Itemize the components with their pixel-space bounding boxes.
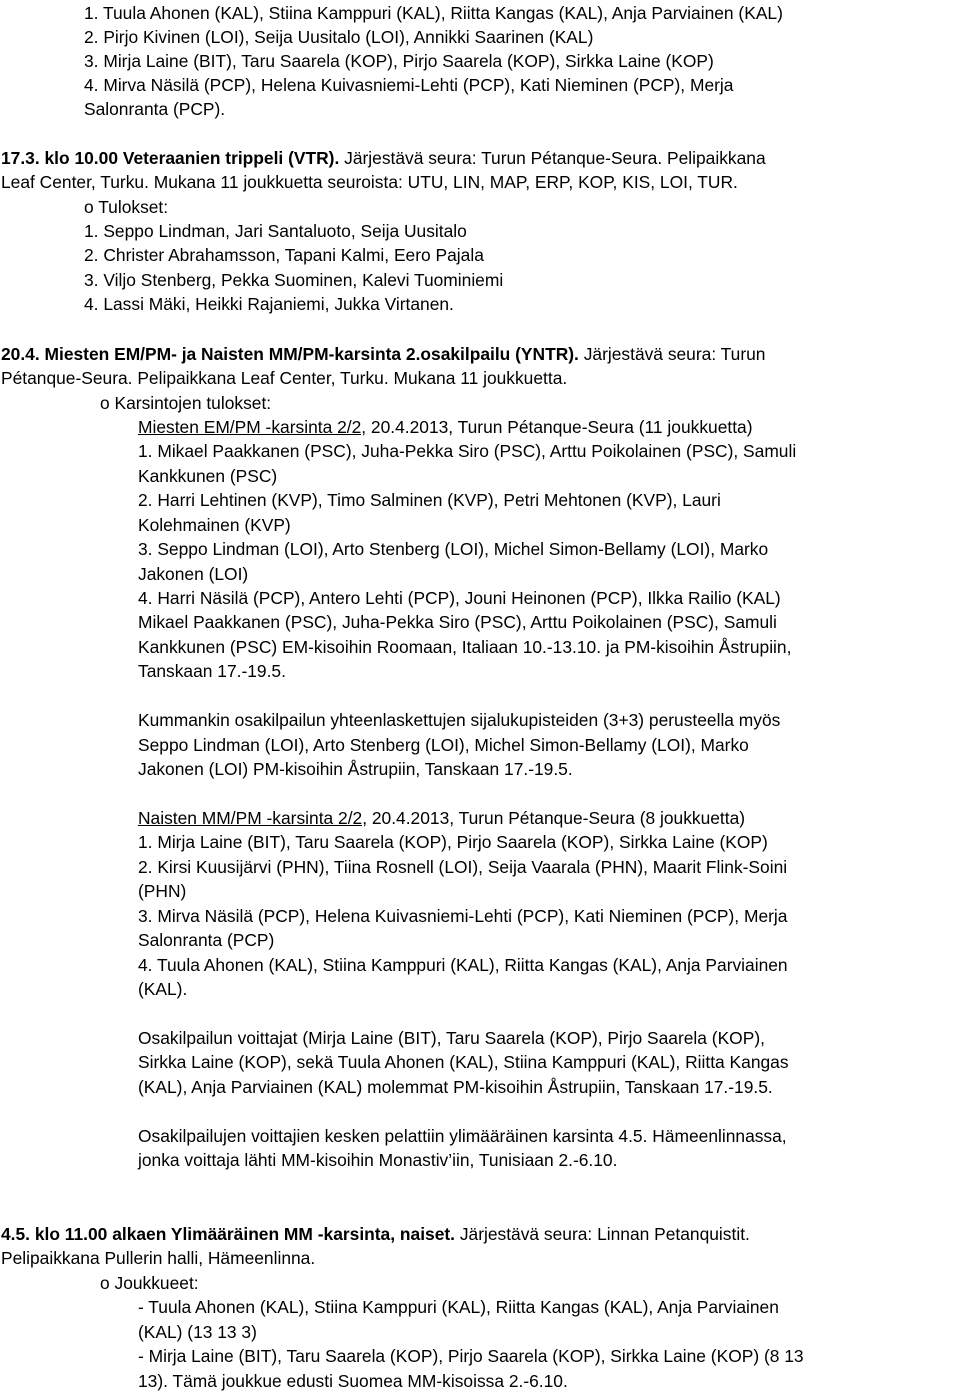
women-title-underlined: Naisten MM/PM -karsinta 2/2,	[138, 808, 368, 828]
men-line: Tanskaan 17.-19.5.	[138, 661, 286, 681]
mm-heading-rest: Järjestävä seura: Linnan Petanquistit.	[455, 1224, 750, 1244]
men-paragraph-line: Jakonen (LOI) PM-kisoihin Åstrupiin, Tanskaan 17.-19.5.	[138, 759, 573, 779]
em-heading-bold: 20.4. Miesten EM/PM- ja Naisten MM/PM-karsinta 2.osakilpailu (YNTR).	[1, 344, 579, 364]
extra-paragraph-line: jonka voittaja lähti MM-kisoihin Monastiv’iin, Tunisiaan 2.-6.10.	[138, 1150, 618, 1170]
result-item: 2. Christer Abrahamsson, Tapani Kalmi, Eero Pajala	[84, 245, 484, 265]
women-line: (KAL).	[138, 979, 188, 999]
men-title-underlined: Miesten EM/PM -karsinta 2/2,	[138, 417, 367, 437]
em-heading-rest: Järjestävä seura: Turun	[578, 344, 766, 364]
men-line: Kankkunen (PSC) EM-kisoihin Roomaan, Italiaan 10.-13.10. ja PM-kisoihin Åstrupiin,	[138, 637, 792, 657]
men-line: 1. Mikael Paakkanen (PSC), Juha-Pekka Siro (PSC), Arttu Poikolainen (PSC), Samuli	[138, 441, 797, 461]
mm-teams-label: o Joukkueet:	[100, 1273, 199, 1293]
men-paragraph-line: Kummankin osakilpailun yhteenlaskettujen sijalukupisteiden (3+3) perusteella myös	[138, 710, 781, 730]
team-line: - Tuula Ahonen (KAL), Stiina Kamppuri (KAL), Riitta Kangas (KAL), Anja Parviainen	[138, 1297, 779, 1317]
veteran-heading	[1, 146, 766, 170]
mm-heading-bold: 4.5. klo 11.00 alkaen Ylimääräinen MM -karsinta, naiset.	[1, 1224, 455, 1244]
men-line: Kankkunen (PSC)	[138, 466, 278, 486]
list-item: 2. Pirjo Kivinen (LOI), Seija Uusitalo (LOI), Annikki Saarinen (KAL)	[84, 27, 594, 47]
men-paragraph-line: Seppo Lindman (LOI), Arto Stenberg (LOI), Michel Simon-Bellamy (LOI), Marko	[138, 735, 749, 755]
result-item: 3. Viljo Stenberg, Pekka Suominen, Kalevi Tuominiemi	[84, 270, 504, 290]
veteran-heading-rest: Järjestävä seura: Turun Pétanque-Seura. Pelipaikkana	[339, 148, 766, 168]
men-line: Kolehmainen (KVP)	[138, 515, 291, 535]
men-title	[138, 415, 753, 439]
mm-venue-line: Pelipaikkana Pullerin halli, Hämeenlinna.	[1, 1248, 316, 1268]
women-line: 3. Mirva Näsilä (PCP), Helena Kuivasniemi-Lehti (PCP), Kati Nieminen (PCP), Merja	[138, 906, 788, 926]
extra-paragraph-line: Osakilpailujen voittajien kesken pelattiin ylimääräinen karsinta 4.5. Hämeenlinnassa,	[138, 1126, 787, 1146]
men-line: Jakonen (LOI)	[138, 564, 249, 584]
men-title-rest: 20.4.2013, Turun Pétanque-Seura (11 joukkuetta)	[366, 417, 753, 437]
men-line: 2. Harri Lehtinen (KVP), Timo Salminen (KVP), Petri Mehtonen (KVP), Lauri	[138, 490, 721, 510]
list-item: 3. Mirja Laine (BIT), Taru Saarela (KOP), Pirjo Saarela (KOP), Sirkka Laine (KOP)	[84, 51, 714, 71]
winners-paragraph-line: (KAL), Anja Parviainen (KAL) molemmat PM-kisoihin Åstrupiin, Tanskaan 17.-19.5.	[138, 1077, 773, 1097]
veteran-heading-bold: 17.3. klo 10.00 Veteraanien trippeli (VTR).	[1, 148, 340, 168]
winners-paragraph-line: Osakilpailun voittajat (Mirja Laine (BIT), Taru Saarela (KOP), Pirjo Saarela (KOP),	[138, 1028, 765, 1048]
team-line: - Mirja Laine (BIT), Taru Saarela (KOP), Pirjo Saarela (KOP), Sirkka Laine (KOP) (8 13	[138, 1346, 804, 1366]
em-results-label: o Karsintojen tulokset:	[100, 393, 272, 413]
result-item: 1. Seppo Lindman, Jari Santaluoto, Seija Uusitalo	[84, 221, 467, 241]
women-line: (PHN)	[138, 881, 187, 901]
team-line: 13). Tämä joukkue edusti Suomea MM-kisoissa 2.-6.10.	[138, 1371, 568, 1391]
men-line: 3. Seppo Lindman (LOI), Arto Stenberg (LOI), Michel Simon-Bellamy (LOI), Marko	[138, 539, 769, 559]
men-line: Mikael Paakkanen (PSC), Juha-Pekka Siro (PSC), Arttu Poikolainen (PSC), Samuli	[138, 612, 777, 632]
list-item: 1. Tuula Ahonen (KAL), Stiina Kamppuri (KAL), Riitta Kangas (KAL), Anja Parviainen (KAL)	[84, 3, 783, 23]
mm-heading	[1, 1222, 750, 1246]
women-title	[138, 806, 745, 830]
team-line: (KAL) (13 13 3)	[138, 1322, 257, 1342]
em-heading	[1, 342, 765, 366]
women-line: 4. Tuula Ahonen (KAL), Stiina Kamppuri (KAL), Riitta Kangas (KAL), Anja Parviainen	[138, 955, 788, 975]
list-item: 4. Mirva Näsilä (PCP), Helena Kuivasniemi-Lehti (PCP), Kati Nieminen (PCP), Merja	[84, 75, 734, 95]
women-line: Salonranta (PCP)	[138, 930, 275, 950]
women-line: 2. Kirsi Kuusijärvi (PHN), Tiina Rosnell (LOI), Seija Vaarala (PHN), Maarit Flink-Soini	[138, 857, 788, 877]
men-line: 4. Harri Näsilä (PCP), Antero Lehti (PCP), Jouni Heinonen (PCP), Ilkka Railio (KAL)	[138, 588, 781, 608]
veteran-venue-line: Leaf Center, Turku. Mukana 11 joukkuetta seuroista: UTU, LIN, MAP, ERP, KOP, KIS, LOI, TUR.	[1, 172, 738, 192]
women-line: 1. Mirja Laine (BIT), Taru Saarela (KOP), Pirjo Saarela (KOP), Sirkka Laine (KOP)	[138, 832, 768, 852]
list-item: Salonranta (PCP).	[84, 99, 226, 119]
winners-paragraph-line: Sirkka Laine (KOP), sekä Tuula Ahonen (KAL), Stiina Kamppuri (KAL), Riitta Kangas	[138, 1052, 789, 1072]
result-item: 4. Lassi Mäki, Heikki Rajaniemi, Jukka Virtanen.	[84, 294, 454, 314]
em-venue-line: Pétanque-Seura. Pelipaikkana Leaf Center, Turku. Mukana 11 joukkuetta.	[1, 368, 568, 388]
women-title-rest: 20.4.2013, Turun Pétanque-Seura (8 joukkuetta)	[367, 808, 746, 828]
veteran-results-label: o Tulokset:	[84, 197, 169, 217]
